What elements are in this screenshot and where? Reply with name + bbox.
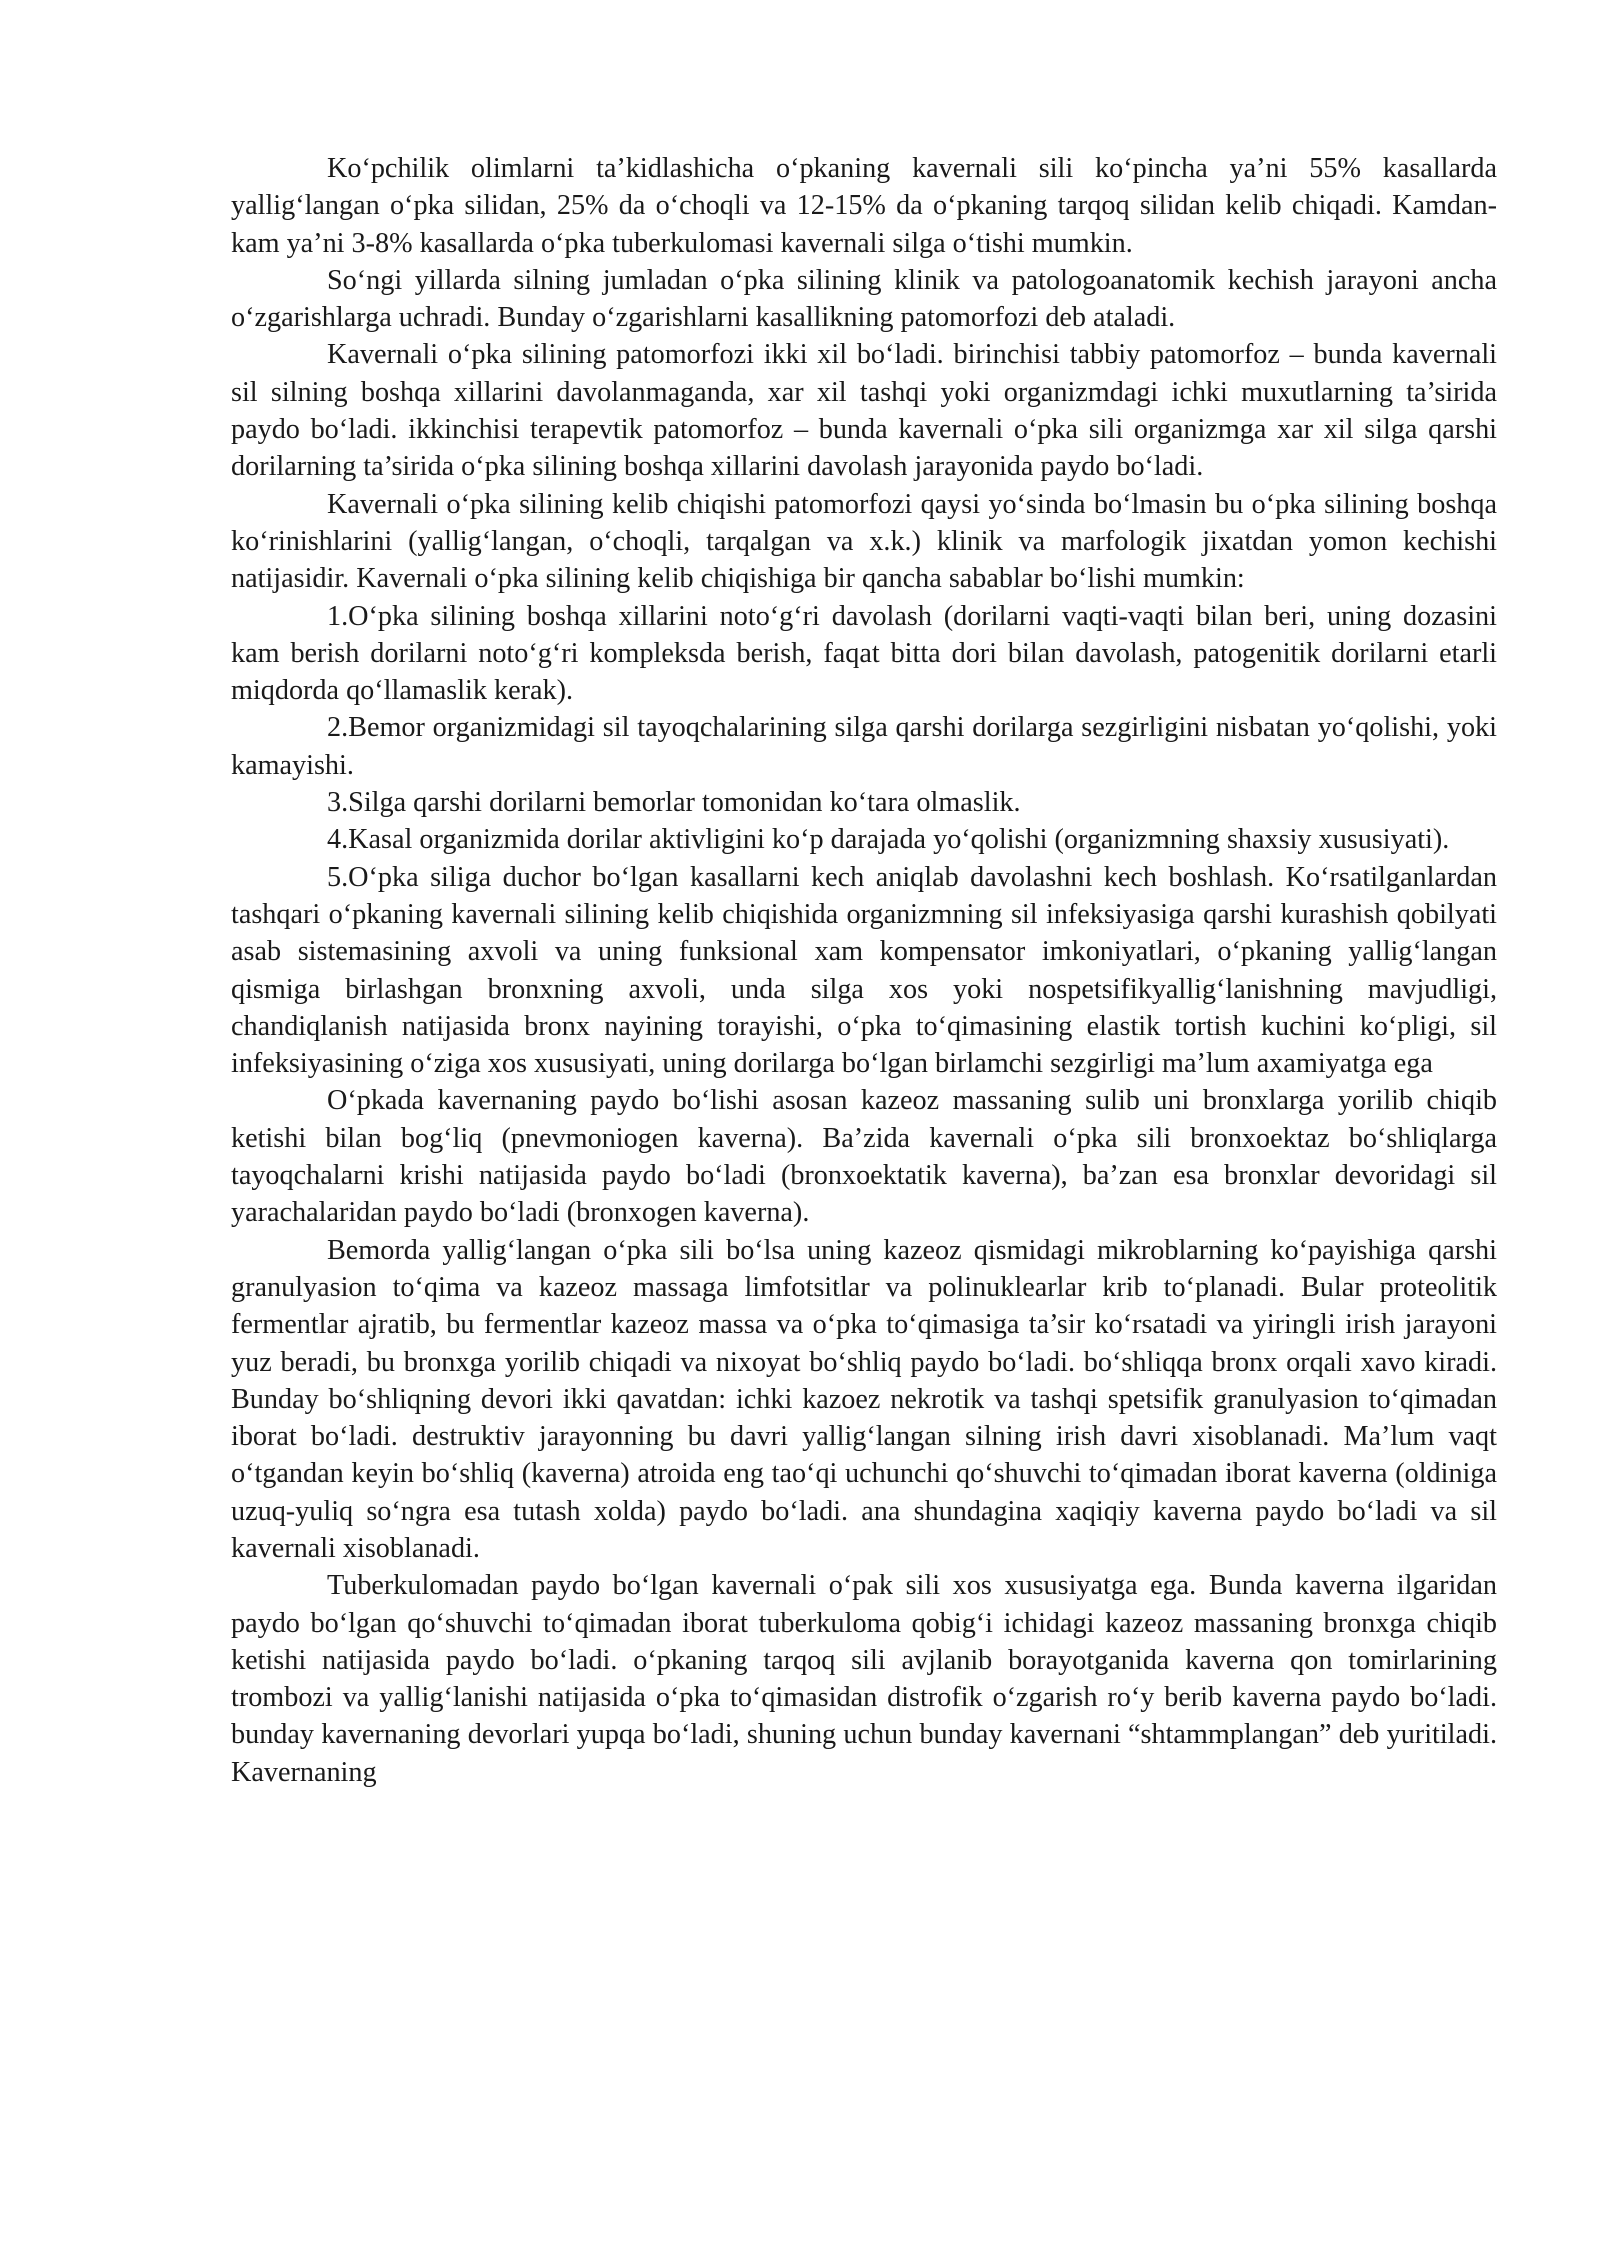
paragraph-7: Tuberkulomadan paydo bo‘lgan kavernali o‘pak sili xos xususiyatga ega. Bunda kaverna ilgaridan paydo bo‘lgan qo‘shuvchi to‘qimadan iborat tuberkuloma qobig‘i ichidagi kazeoz massaning bronxga chiqib ketishi natijasida paydo bo‘ladi. o‘pkaning tarqoq sili avjlanib borayotganida kaverna qon tomirlarining trombozi va yallig‘lanishi natijasida o‘pka to‘qimasidan distrofik o‘zgarish ro‘y berib kaverna paydo bo‘ladi. bunday kavernaning devorlari yupqa bo‘ladi, shuning uchun bunday kavernani “shtammplangan” deb yuritiladi. Kavernaning [231,1570,1497,1788]
list-item-1: 1.O‘pka silining boshqa xillarini noto‘g‘ri davolash (dorilarni vaqti-vaqti bilan beri, uning dozasini kam berish dorilarni noto‘g‘ri kompleksda berish, faqat bitta dori bilan davolash, patogenitik dorilarni etarli miqdorda qo‘llamaslik kerak). [231,600,1497,707]
paragraph-1: Ko‘pchilik olimlarni ta’kidlashicha o‘pkaning kavernali sili ko‘pincha ya’ni 55% kasallarda yallig‘langan o‘pka silidan, 25% da o‘choqli va 12-15% da o‘pkaning tarqoq silidan kelib chiqadi. Kamdan-kam ya’ni 3-8% kasallarda o‘pka tuberkulomasi kavernali silga o‘tishi mumkin. [231,153,1497,259]
paragraph-3: Kavernali o‘pka silining patomorfozi ikki xil bo‘ladi. birinchisi tabbiy patomorfoz – bunda kavernali sil silning boshqa xillarini davolanmaganda, xar xil tashqi yoki organizmdagi ichki muxutlarning ta’sirida paydo bo‘ladi. ikkinchisi terapevtik patomorfoz – bunda kavernali o‘pka sili organizmga xar xil silga qarshi dorilarning ta’sirida o‘pka silining boshqa xillarini davolash jarayonida paydo bo‘ladi. [231,339,1497,483]
paragraph-6: Bemorda yallig‘langan o‘pka sili bo‘lsa uning kazeoz qismidagi mikroblarning ko‘payishiga qarshi granulyasion to‘qima va kazeoz massaga limfotsitlar va polinuklearlar krib to‘planadi. Bular proteolitik fermentlar ajratib, bu fermentlar kazeoz massa va o‘pka to‘qimasiga ta’sir ko‘rsatadi va yiringli irish jarayoni yuz beradi, bu bronxga yorilib chiqadi va nixoyat bo‘shliq paydo bo‘ladi. bo‘shliqqa bronx orqali xavo kiradi. Bunday bo‘shliqning devori ikki qavatdan: ichki kazoez nekrotik va tashqi spetsifik granulyasion to‘qimadan iborat bo‘ladi. destruktiv jarayonning bu davri yallig‘langan silning irish davri xisoblanadi. Ma’lum vaqt o‘tgandan keyin bo‘shliq (kaverna) atroida eng tao‘qi uchunchi qo‘shuvchi to‘qimadan iborat kaverna (oldiniga uzuq-yuliq so‘ngra esa tutash xolda) paydo bo‘ladi. ana shundagina xaqiqiy kaverna paydo bo‘ladi va sil kavernali xisoblanadi. [231,1234,1497,1564]
paragraph-2: So‘ngi yillarda silning jumladan o‘pka silining klinik va patologoanatomik kechish jarayoni ancha o‘zgarishlarga uchradi. Bunday o‘zgarishlarni kasallikning patomorfozi deb ataladi. [231,264,1497,334]
list-item-4: 4.Kasal organizmida dorilar aktivligini ko‘p darajada yo‘qolishi (organizmning shaxsiy xususiyati). [327,824,1450,856]
paragraph-4: Kavernali o‘pka silining kelib chiqishi patomorfozi qaysi yo‘sinda bo‘lmasin bu o‘pka silining boshqa ko‘rinishlarini (yallig‘langan, o‘choqli, tarqalgan va x.k.) klinik va marfologik jixatdan yomon kechishi natijasidir. Kavernali o‘pka silining kelib chiqishiga bir qancha sabablar bo‘lishi mumkin: [231,488,1497,595]
document-page [231,150,1497,1791]
list-item-2: 2.Bemor organizmidagi sil tayoqchalarining silga qarshi dorilarga sezgirligini nisbatan yo‘qolishi, yoki kamayishi. [231,712,1497,781]
list-item-3: 3.Silga qarshi dorilarni bemorlar tomonidan ko‘tara olmaslik. [327,787,1021,819]
paragraph-5: O‘pkada kavernaning paydo bo‘lishi asosan kazeoz massaning sulib uni bronxlarga yorilib chiqib ketishi bilan bog‘liq (pnevmoniogen kaverna). Ba’zida kavernali o‘pka sili bronxoektaz bo‘shliqlarga tayoqchalarni krishi natijasida paydo bo‘ladi (bronxoektatik kaverna), ba’zan esa bronxlar devoridagi sil yarachalaridan paydo bo‘ladi (bronxogen kaverna). [231,1085,1497,1229]
list-item-5: 5.O‘pka siliga duchor bo‘lgan kasallarni kech aniqlab davolashni kech boshlash. Ko‘rsatilganlardan tashqari o‘pkaning kavernali silining kelib chiqishida organizmning sil infeksiyasiga qarshi kurashish qobilyati asab sistemasining axvoli va uning funksional xam kompensator imkoniyatlari, o‘pkaning yallig‘langan qismiga birlashgan bronxning axvoli, unda silga xos yoki nospetsifikyallig‘lanishning mavjudligi, chandiqlanish natijasida bronx nayining torayishi, o‘pka to‘qimasining elastik tortish kuchini ko‘pligi, sil infeksiyasining o‘ziga xos xususiyati, uning dorilarga bo‘lgan birlamchi sezgirligi ma’lum axamiyatga ega [231,861,1497,1080]
